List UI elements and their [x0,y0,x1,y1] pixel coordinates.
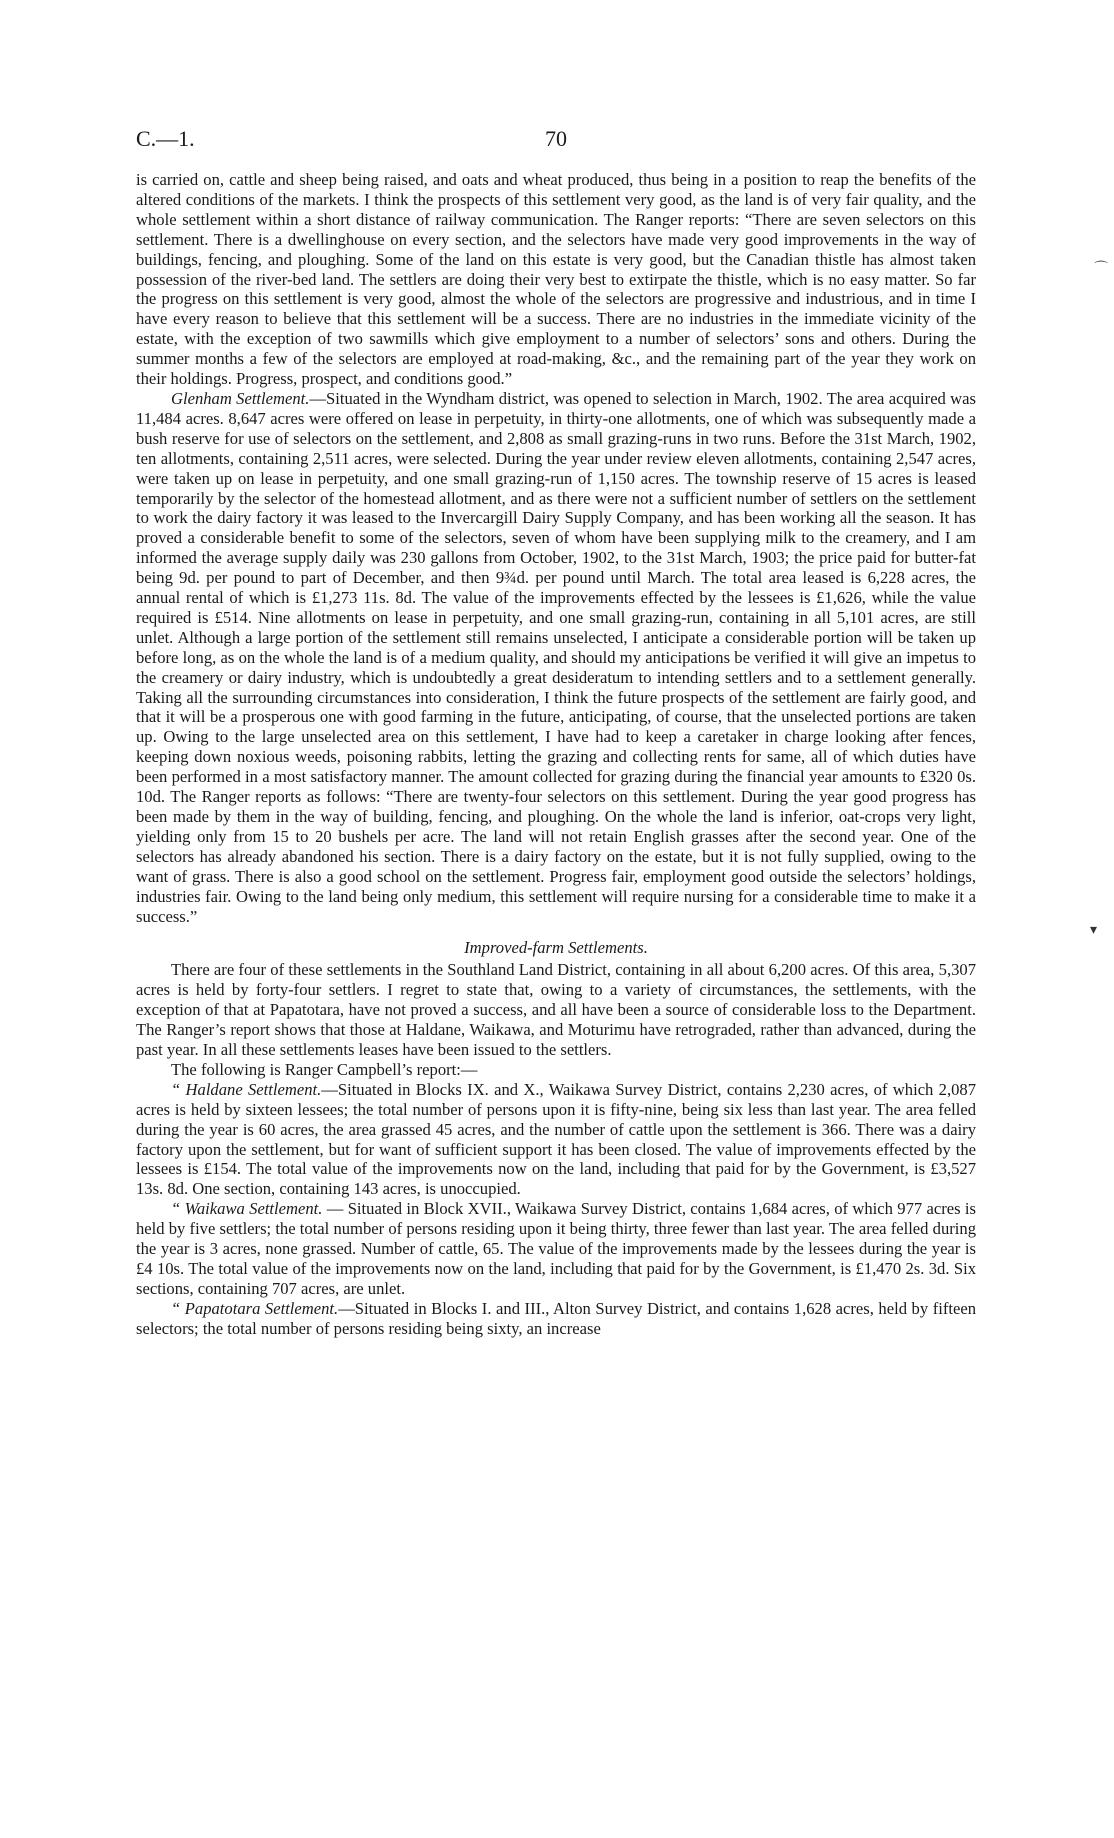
paragraph-text: There are four of these settlements in the Southland Land District, containing in all about 6,200 acres. Of this area, 5,307 acres is held by forty-four settlers. I regret to state that, owing to a variety of circumstances, the settlements, with the exception of that at Papatotara, have not proved a success, and all have been a source of considerable loss to the Department. The Ranger’s report shows that those at Haldane, Waikawa, and Moturimu have retrograded, rather than advanced, during the past year. In all these settlements leases have been issued to the settlers. [136,960,976,1059]
margin-arrow-icon: ▾ [1090,923,1098,938]
paragraph-haldane [136,1080,976,1199]
paragraph-lead: “ Papatotara Settlement. [171,1298,339,1318]
paragraph-improved-farm [136,960,976,1060]
document-body [136,170,976,1339]
page-header [136,126,976,156]
margin-mark: ⌒ [1094,262,1108,277]
paragraph-text: —Situated in Blocks I. and III., Alton Survey District, and contains 1,628 acres, held by fifteen selectors; the total number of persons residing being sixty, an increase [136,1298,976,1338]
paragraph-papatotara [136,1299,976,1339]
paragraph-report-intro [136,1060,976,1080]
paragraph-glenham [136,389,976,926]
paragraph-text: —Situated in Blocks IX. and X., Waikawa Survey District, contains 2,230 acres, of which 2,087 acres is held by sixteen lessees; the total number of persons upon it is fifty-nine, being six less than last year. The area felled during the year is 60 acres, the area grassed 45 acres, and the number of cattle upon the settlement is 366. There was a dairy factory upon the settlement, but for want of sufficient support it has been closed. The value of improvements effected by the lessees is £154. The total value of the improvements now on the land, including that paid for by the Government, is £3,527 13s. 8d. One section, containing 143 acres, is unoccupied. [136,1079,976,1199]
paragraph-lead: “ Haldane Settlement. [171,1079,322,1099]
page-number: 70 [545,126,567,151]
paragraph-lead: Glenham Settlement. [171,388,310,408]
paragraph-text: — Situated in Block XVII., Waikawa Survey District, contains 1,684 acres, of which 977 acres is held by five settlers; the total number of persons residing upon it being thirty, three fewer than last year. The area felled during the year is 3 acres, none grassed. Number of cattle, 65. The value of the improvements made by the lessees during the year is £4 10s. The total value of the improvements now on the land, including that paid for by the Government, is £1,470 2s. 3d. Six sections, containing 707 acres, are unlet. [136,1199,976,1298]
paragraph-intro [136,170,976,389]
section-heading: Improved-farm Settlements. [464,938,648,958]
paragraph-text: is carried on, cattle and sheep being raised, and oats and wheat produced, thus being in a position to reap the benefits of the altered conditions of the markets. I think the prospects of this settlement very good, as the land is of very fair quality, and the whole settlement within a short distance of railway communication. The Ranger reports: “There are seven selectors on this settlement. There is a dwellinghouse on every section, and the selectors have made very good improvements in the way of buildings, fencing, and ploughing. Some of the land on this estate is very good, but the Canadian thistle has almost taken possession of the river-bed land. The settlers are doing their very best to extirpate the thistle, which is no easy matter. So far the progress on this settlement is very good, almost the whole of the selectors are progressive and industrious, and in time I have every reason to believe that this settlement will be a success. There are no industries in the immediate vicinity of the estate, with the exception of two sawmills which give employment to a number of selectors’ sons and others. During the summer months a few of the selectors are employed at road-making, &c., and the remaining part of the year they work on their holdings. Progress, prospect, and conditions good.” [136,170,976,389]
paragraph-waikawa [136,1199,976,1299]
document-reference: C.—1. [136,126,195,151]
paragraph-text: —Situated in the Wyndham district, was opened to selection in March, 1902. The area acquired was 11,484 acres. 8,647 acres were offered on lease in perpetuity, in thirty-one allotments, one of which was subsequently made a bush reserve for use of selectors on the settlement, and 2,808 as small grazing-runs in two runs. Before the 31st March, 1902, ten allotments, containing 2,511 acres, were selected. During the year under review eleven allotments, containing 2,547 acres, were taken up on lease in perpetuity, and one small grazing-run of 1,150 acres. The township reserve of 15 acres is leased temporarily by the selector of the homestead allotment, and as there were not a sufficient number of settlers on the settlement to work the dairy factory it was leased to the Invercargill Dairy Supply Company, and has been working all the season. It has proved a considerable benefit to some of the selectors, seven of whom have been supplying milk to the creamery, and I am informed the average supply daily was 230 gallons from October, 1902, to the 31st March, 1903; the price paid for butter-fat being 9d. per pound to part of December, and then 9¾d. per pound until March. The total area leased is 6,228 acres, the annual rental of which is £1,273 11s. 8d. The value of the improvements effected by the lessees is £1,626, while the value required is £514. Nine allotments on lease in perpetuity, and one small grazing-run, containing in all 5,101 acres, are still unlet. Although a large portion of the settlement still remains unselected, I anticipate a considerable portion will be taken up before long, as on the whole the land is of a medium quality, and should my anticipations be verified it will give an impetus to the creamery or dairy industry, which is undoubtedly a great desideratum to intending settlers and to a settlement generally. Taking all the surrounding circumstances into consideration, I think the future prospects of the settlement are fairly good, and that it will be a prosperous one with good farming in the future, anticipating, of course, that the unselected portions are taken up. Owing to the large unselected area on this settlement, I have had to keep a caretaker in charge looking after fences, keeping down noxious weeds, poisoning rabbits, letting the grazing and collecting rents for same, all of which duties have been performed in a most satisfactory manner. The amount collected for grazing during the financial year amounts to £320 0s. 10d. The Ranger reports as follows: “There are twenty-four selectors on this settlement. During the year good progress has been made by them in the way of building, fencing, and ploughing. On the whole the land is inferior, oat-crops very light, yielding only from 15 to 20 bushels per acre. The land will not retain English grasses after the second year. One of the selectors has already abandoned his section. There is a dairy factory on the estate, but it is not fully supplied, owing to the want of grass. There is also a good school on the settlement. Progress fair, employment good outside the selectors’ holdings, industries fair. Owing to the land being only medium, this settlement will require nursing for a considerable time to make it a success.” [136,388,976,926]
paragraph-lead: “ Waikawa Settlement. [171,1199,323,1219]
paragraph-text: The following is Ranger Campbell’s report:— [171,1059,478,1079]
